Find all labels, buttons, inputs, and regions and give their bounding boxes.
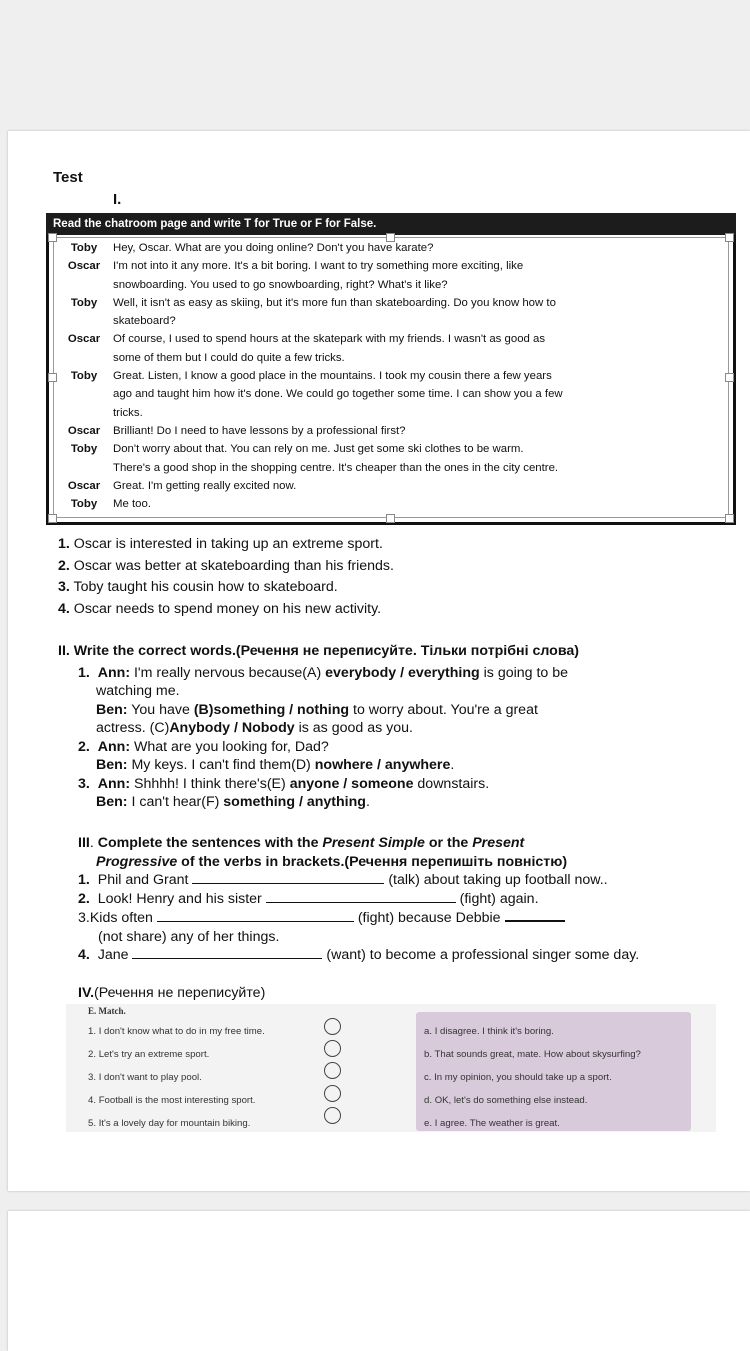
- statement: 4. Oscar needs to spend money on his new activity.: [58, 600, 382, 617]
- chat-row: [55, 440, 725, 477]
- match-right-item: a. I disagree. I think it's boring.: [424, 1026, 554, 1037]
- chat-message: [113, 422, 725, 440]
- statement: 2. Oscar was better at skateboarding than his friends.: [58, 557, 394, 574]
- chat-message-line: Great. I'm getting really excited now.: [113, 479, 297, 492]
- chat-message: [113, 477, 725, 495]
- answer-circle[interactable]: [324, 1018, 341, 1035]
- chat-row: [55, 422, 725, 440]
- chat-message-line: Well, it isn't as easy as skiing, but it's more fun than skateboarding. Do you know how to: [113, 296, 556, 309]
- resize-handle[interactable]: [725, 233, 734, 242]
- exercise-item: 1. Ann: I'm really nervous because(A) everybody / everything is going to be: [78, 664, 569, 681]
- statement: 3. Toby taught his cousin how to skateboard.: [58, 579, 338, 595]
- statement: 1. Oscar is interested in taking up an extreme sport.: [58, 536, 383, 552]
- chat-row: [55, 495, 725, 513]
- resize-handle[interactable]: [48, 514, 57, 523]
- answer-circle[interactable]: [324, 1062, 341, 1079]
- chat-speaker: Toby: [70, 296, 98, 309]
- answer-circle[interactable]: [324, 1040, 341, 1057]
- document-page: [8, 131, 750, 1191]
- exercise-line: Ben: My keys. I can't find them(D) nowhere / anywhere.: [96, 757, 455, 773]
- chat-message: [113, 440, 725, 477]
- page-title: Test: [53, 169, 83, 186]
- chat-speaker: Oscar: [67, 333, 101, 346]
- chat-speaker: Oscar: [67, 479, 101, 492]
- chat-speaker: Toby: [70, 370, 98, 383]
- answer-circle[interactable]: [324, 1107, 341, 1124]
- exercise-item: 3. Ann: Shhhh! I think there's(E) anyone / someone downstairs.: [78, 775, 490, 792]
- chat-speaker: Toby: [70, 498, 98, 511]
- chat-message-line: I'm not into it any more. It's a bit boring. I want to try something more exciting, like: [113, 260, 524, 273]
- chat-row: [55, 257, 725, 294]
- chat-message: [113, 294, 725, 331]
- chatroom-image: [46, 213, 736, 525]
- match-left-column: [88, 1020, 265, 1135]
- resize-handle[interactable]: [725, 373, 734, 382]
- chat-row: [55, 294, 725, 331]
- exercise-item: 2. Ann: What are you looking for, Dad?: [78, 738, 329, 755]
- chat-message-line: Hey, Oscar. What are you doing online? Don't you have karate?: [113, 242, 434, 254]
- chatroom-heading: Read the chatroom page and write T for True or F for False.: [46, 213, 736, 235]
- exercise-item: 4. Jane (want) to become a professional singer some day.: [78, 947, 640, 963]
- answer-circle[interactable]: [324, 1085, 341, 1102]
- answer-blank[interactable]: [266, 890, 456, 903]
- exercise-line: Ben: You have (B)something / nothing to worry about. You're a great: [96, 701, 538, 718]
- chat-row: [55, 330, 725, 367]
- match-right-item: c. In my opinion, you should take up a sport.: [424, 1072, 612, 1083]
- chat-row: [55, 367, 725, 422]
- answer-blank[interactable]: [192, 871, 384, 884]
- resize-handle[interactable]: [725, 514, 734, 523]
- section-1-number: I.: [113, 191, 122, 208]
- match-right-item: b. That sounds great, mate. How about skysurfing?: [424, 1049, 641, 1060]
- exercise-item: 3.Kids often (fight) because Debbie: [78, 908, 639, 928]
- chat-message-line: tricks.: [113, 406, 143, 419]
- chat-message-line: Great. Listen, I know a good place in the mountains. I took my cousin there a few years: [113, 370, 552, 383]
- match-exercise-image: [66, 1004, 716, 1132]
- chat-message-line: There's a good shop in the shopping centre. It's cheaper than the ones in the city centre.: [113, 461, 559, 474]
- chat-messages: [55, 239, 725, 513]
- section-3-title-cont: Progressive of the verbs in brackets.(Речення перепишіть повністю): [96, 853, 568, 870]
- document-page-2: [8, 1211, 750, 1351]
- match-right-column: [424, 1020, 641, 1135]
- answer-blank[interactable]: [505, 908, 565, 922]
- chat-message: [113, 495, 725, 513]
- match-title: E. Match.: [88, 1006, 126, 1016]
- match-right-item: e. I agree. The weather is great.: [424, 1118, 560, 1129]
- answer-circles: [324, 1018, 341, 1129]
- match-left-item: 4. Football is the most interesting sport.: [88, 1095, 256, 1106]
- section-3: [78, 834, 639, 965]
- match-left-item: 3. I don't want to play pool.: [88, 1072, 202, 1083]
- exercise-item: 2. Look! Henry and his sister (fight) again.: [78, 890, 539, 907]
- chat-message-line: Me too.: [113, 498, 151, 511]
- chat-message-line: Of course, I used to spend hours at the skatepark with my friends. I wasn't as good as: [113, 333, 546, 346]
- chat-message: [113, 330, 725, 367]
- exercise-item: 1. Phil and Grant (talk) about taking up football now..: [78, 872, 608, 888]
- chat-message-line: Don't worry about that. You can rely on me. Just get some ski clothes to be warm.: [113, 443, 524, 456]
- exercise-line: Ben: I can't hear(F) something / anything.: [96, 794, 370, 810]
- resize-handle[interactable]: [386, 514, 395, 523]
- chat-message: [113, 239, 725, 257]
- match-left-item: 2. Let's try an extreme sport.: [88, 1049, 210, 1060]
- section-2-title: II. Write the correct words.(Речення не переписуйте. Тільки потрібні слова): [58, 643, 579, 659]
- chat-message-line: some of them but I could do quite a few tricks.: [113, 351, 345, 364]
- chat-speaker: Toby: [70, 242, 98, 254]
- answer-blank[interactable]: [132, 946, 322, 959]
- section-4-title: IV.(Речення не переписуйте): [78, 985, 266, 1001]
- chat-message-line: skateboard?: [113, 315, 176, 328]
- chat-message-line: snowboarding. You used to go snowboarding, right? What's it like?: [113, 278, 448, 291]
- chat-message: [113, 257, 725, 294]
- chat-message-line: Brilliant! Do I need to have lessons by a professional first?: [113, 424, 406, 437]
- chat-speaker: Oscar: [67, 260, 101, 273]
- match-left-item: 5. It's a lovely day for mountain biking.: [88, 1118, 251, 1129]
- chat-speaker: Oscar: [67, 424, 101, 437]
- true-false-statements: [58, 534, 394, 620]
- answer-blank[interactable]: [157, 909, 354, 922]
- section-2: [58, 642, 579, 812]
- match-left-item: 1. I don't know what to do in my free time.: [88, 1026, 265, 1037]
- exercise-line: (not share) any of her things.: [98, 928, 280, 945]
- exercise-line: actress. (C)Anybody / Nobody is as good as you.: [96, 720, 413, 736]
- chat-message-line: ago and taught him how it's done. We could go together some time. I can show you a few: [113, 388, 563, 401]
- chat-row: [55, 239, 725, 257]
- exercise-line: watching me.: [96, 683, 180, 699]
- match-right-item: d. OK, let's do something else instead.: [424, 1095, 588, 1106]
- chat-message: [113, 367, 725, 422]
- section-3-title: III. Complete the sentences with the Present Simple or the Present: [78, 835, 525, 851]
- chat-speaker: Toby: [70, 443, 98, 456]
- chat-row: [55, 477, 725, 495]
